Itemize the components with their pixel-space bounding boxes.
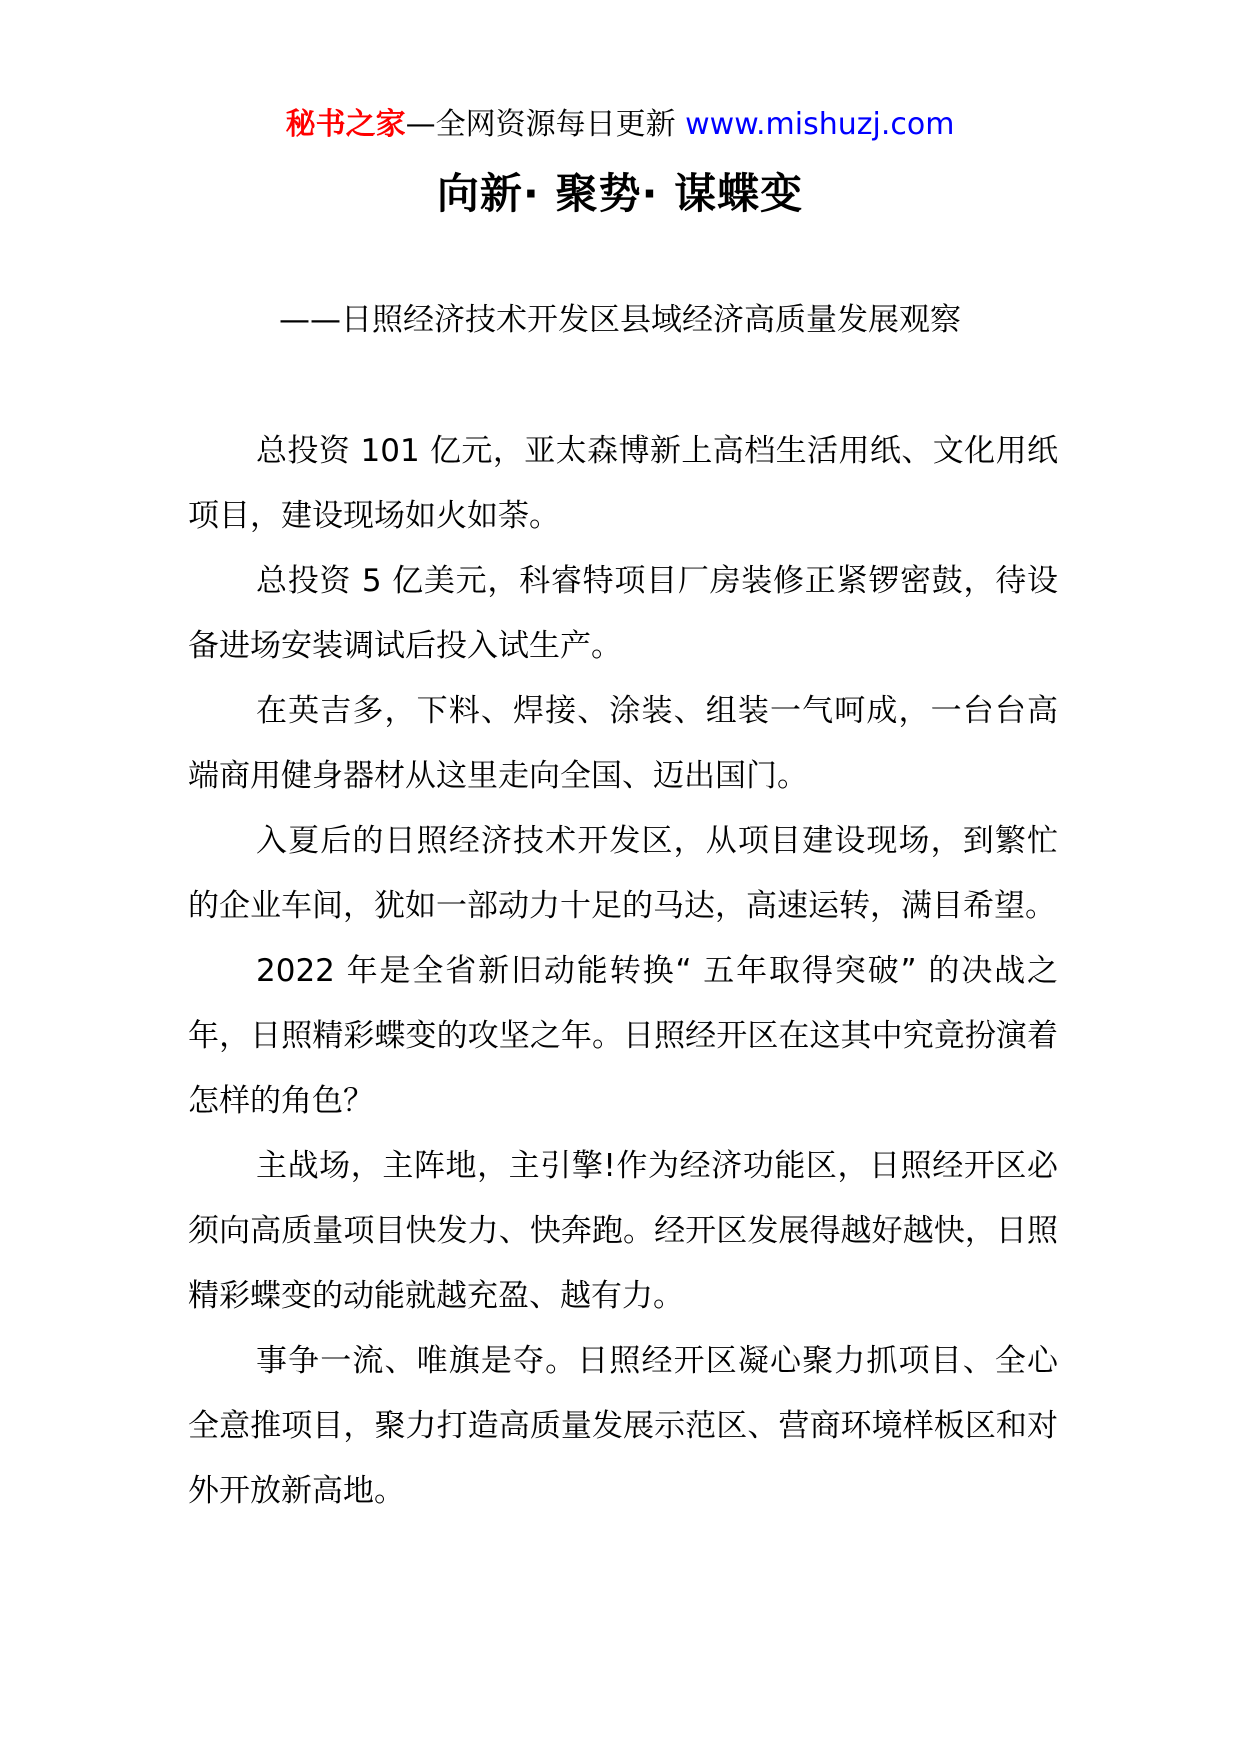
page-title: 向新· 聚势· 谋蝶变 — [436, 169, 804, 218]
paragraph: 主战场，主阵地，主引擎!作为经济功能区，日照经开区必须向高质量项目快发力、快奔跑。经开区发展得越好越快，日照精彩蝶变的动能就越充盈、越有力。 — [188, 1148, 1058, 1314]
paragraph: 2022 年是全省新旧动能转换“ 五年取得突破” 的决战之年，日照精彩蝶变的攻坚之年。日照经开区在这其中究竟扮演着怎样的角色？ — [188, 953, 1058, 1119]
page-subtitle: ——日照经济技术开发区县域经济高质量发展观察 — [279, 302, 961, 338]
site-header — [0, 103, 1240, 147]
site-tagline: —全网资源每日更新 — [405, 107, 676, 142]
paragraph: 总投资 101 亿元，亚太森博新上高档生活用纸、文化用纸项目，建设现场如火如荼。 — [188, 433, 1058, 534]
paragraph: 事争一流、唯旗是夺。日照经开区凝心聚力抓项目、全心全意推项目，聚力打造高质量发展示范区、营商环境样板区和对外开放新高地。 — [188, 1343, 1058, 1509]
site-url-link[interactable]: www.mishuzj.com — [685, 107, 955, 142]
article-body — [188, 419, 1058, 1524]
site-name: 秘书之家 — [285, 107, 406, 142]
paragraph: 入夏后的日照经济技术开发区，从项目建设现场，到繁忙的企业车间，犹如一部动力十足的马达，高速运转，满目希望。 — [188, 823, 1058, 924]
paragraph: 在英吉多，下料、焊接、涂装、组装一气呵成，一台台高端商用健身器材从这里走向全国、迈出国门。 — [188, 693, 1058, 794]
paragraph: 总投资 5 亿美元，科睿特项目厂房装修正紧锣密鼓，待设备进场安装调试后投入试生产。 — [188, 563, 1058, 664]
